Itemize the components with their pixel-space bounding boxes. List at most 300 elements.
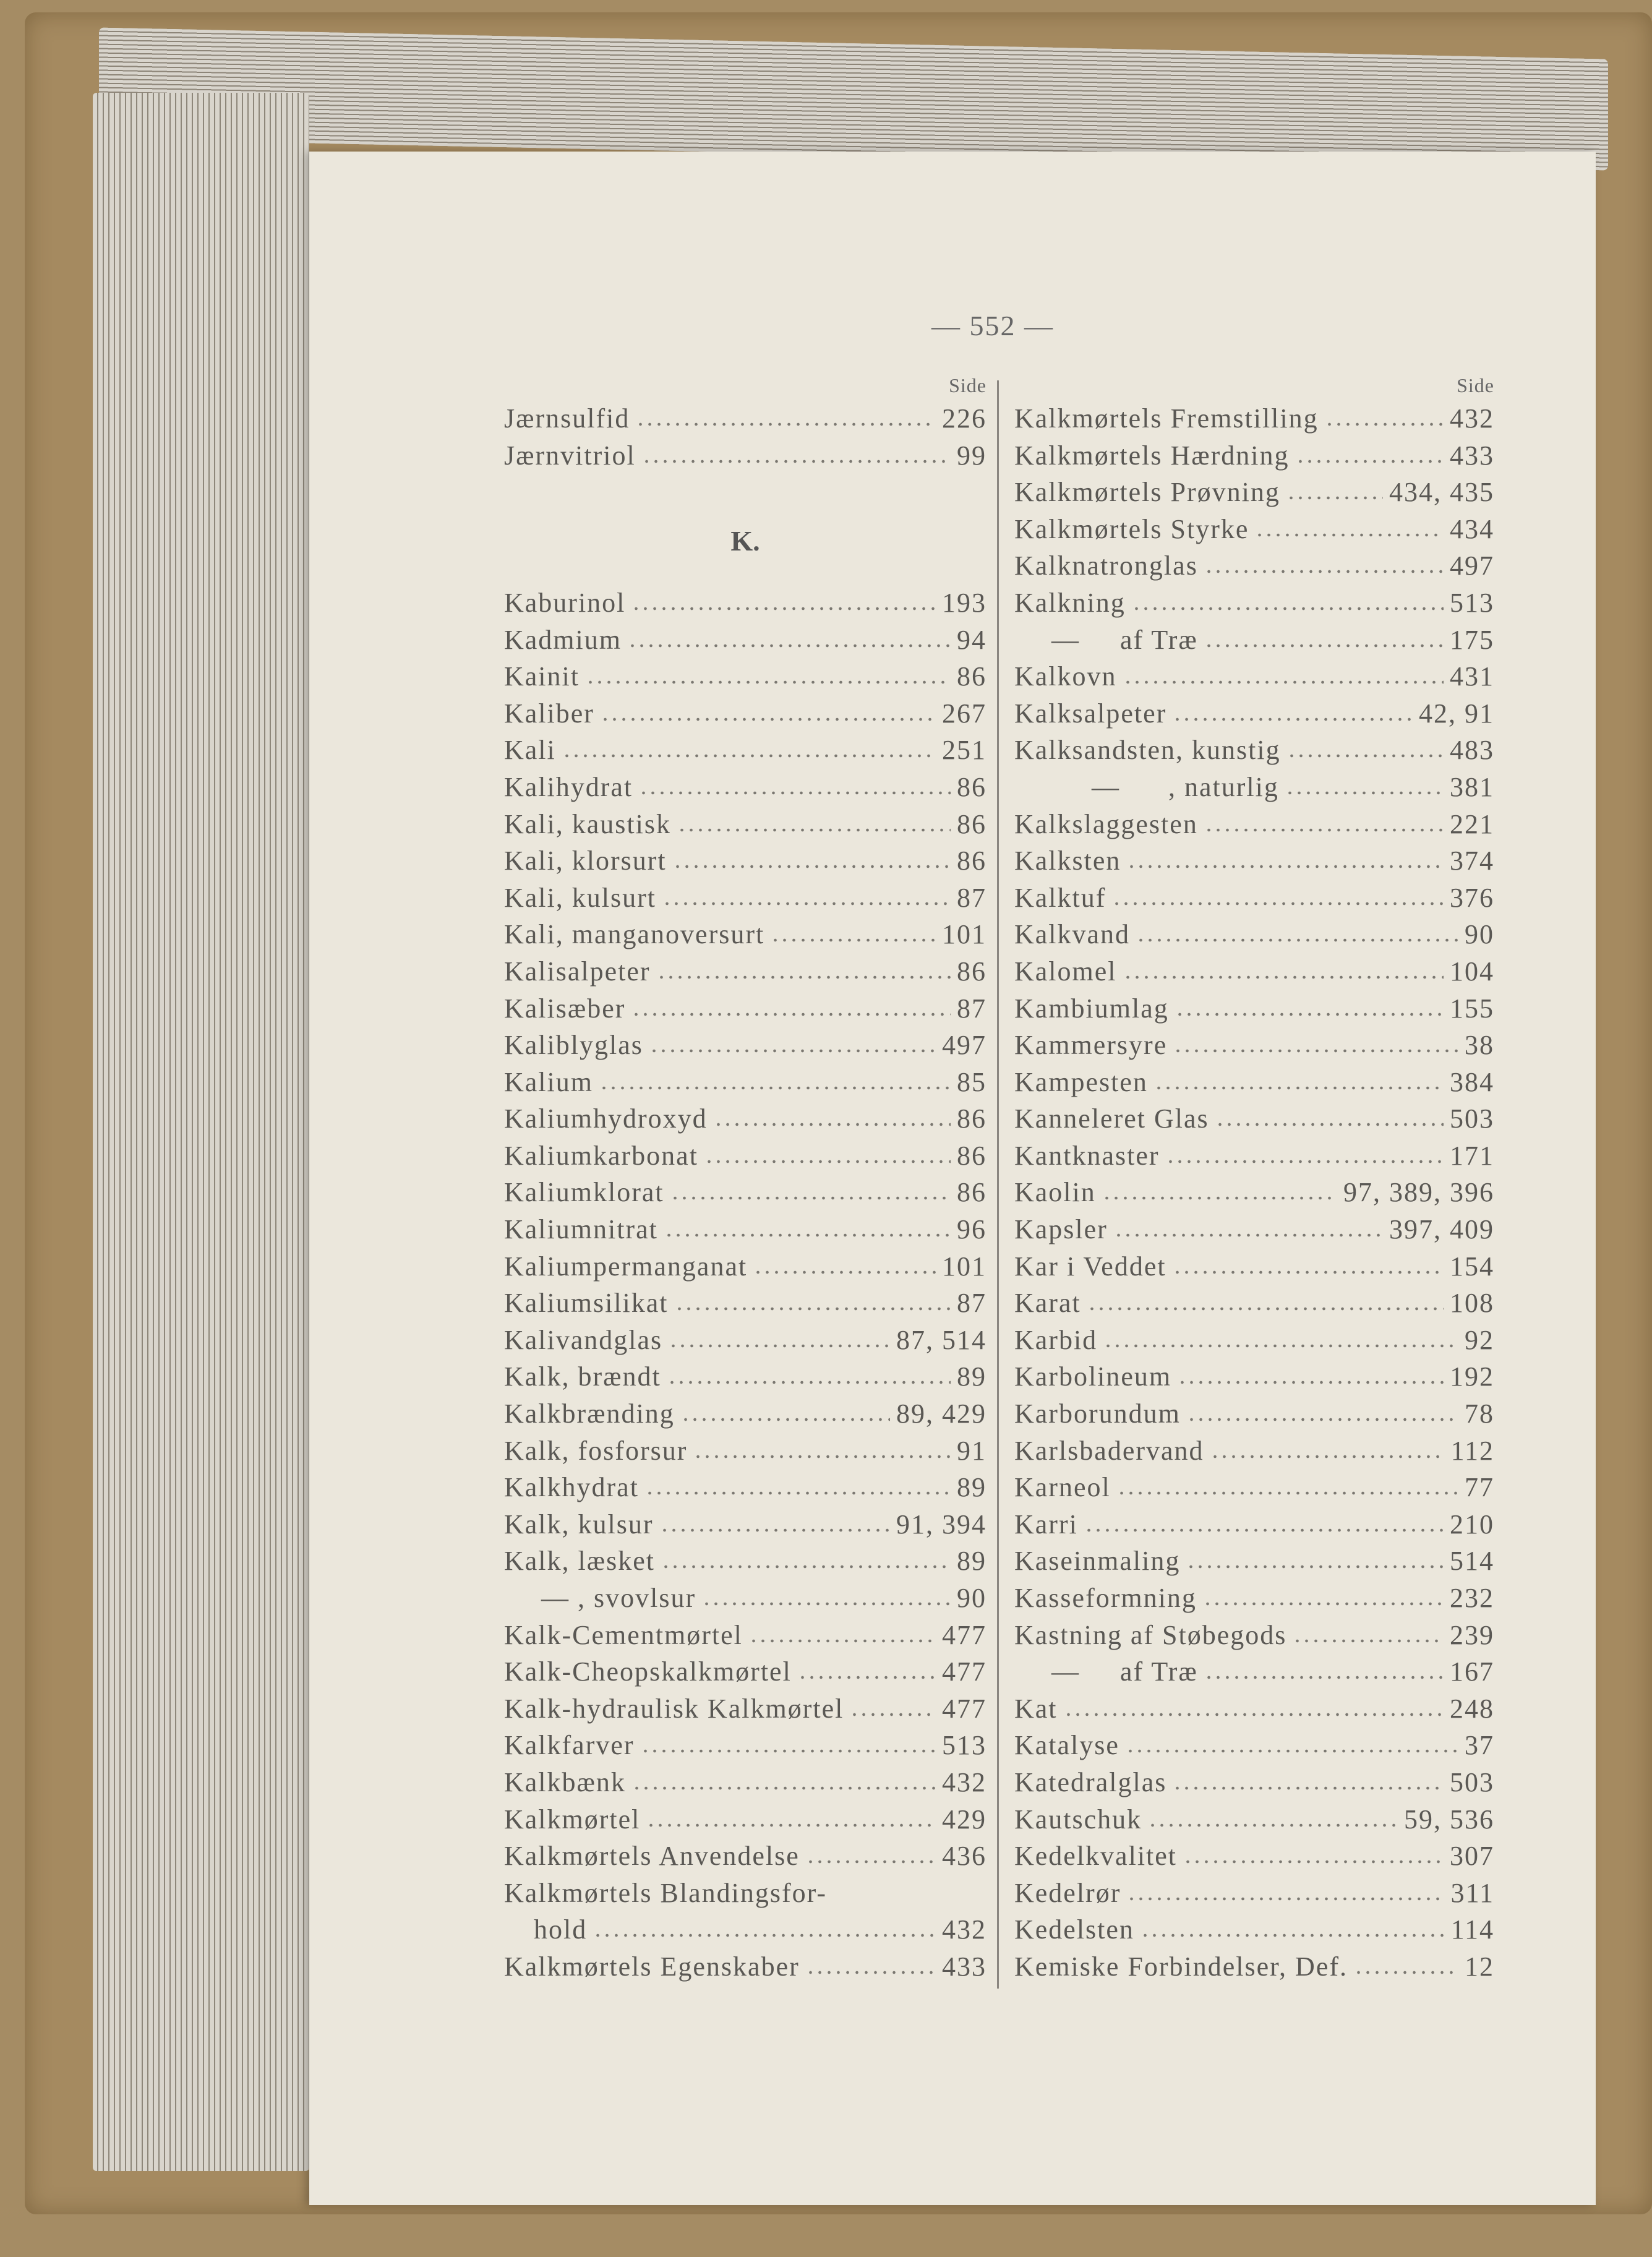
dot-leader — [641, 1748, 936, 1754]
entry-page: 384 — [1450, 1066, 1494, 1097]
entry-term: Kali — [504, 735, 556, 766]
entries-k-left — [504, 587, 986, 1988]
entry-term: Kali, klorsurt — [504, 846, 667, 876]
dot-leader — [631, 606, 936, 612]
dot-leader — [1354, 1969, 1458, 1976]
entry-page: 87 — [957, 993, 986, 1024]
entry-page: 108 — [1450, 1288, 1494, 1319]
entry-page: 90 — [957, 1583, 986, 1614]
dot-leader — [1148, 1822, 1398, 1828]
entry-term: Karneol — [1014, 1472, 1111, 1503]
entry-term: Kalkmørtels Styrke — [1014, 513, 1249, 544]
dot-leader — [669, 1343, 890, 1349]
entry-term: Kadmium — [504, 624, 622, 655]
entry-term: Kalksten — [1014, 846, 1121, 876]
section-heading-k: K. — [730, 525, 760, 557]
entry-page: 97, 389, 396 — [1343, 1177, 1494, 1208]
side-header: Side — [949, 374, 986, 396]
index-entry — [504, 1545, 986, 1582]
entry-term: Kalivandglas — [504, 1324, 663, 1355]
index-entry — [504, 1140, 986, 1177]
entry-page: 267 — [942, 698, 986, 729]
dot-leader — [675, 1306, 951, 1312]
entry-page: 94 — [957, 624, 986, 655]
index-entry — [1014, 1324, 1494, 1361]
index-entry — [1014, 771, 1494, 808]
entry-page: 86 — [957, 771, 986, 802]
index-entry — [504, 1914, 986, 1951]
entry-term: Kali, manganoversurt — [504, 919, 765, 950]
entry-term: Kaliumsilikat — [504, 1288, 669, 1319]
index-entry — [504, 1693, 986, 1730]
dot-leader — [1102, 1195, 1337, 1201]
entry-page: 311 — [1450, 1877, 1494, 1908]
dot-leader — [1287, 753, 1444, 759]
entry-page: 175 — [1450, 624, 1494, 655]
dot-leader — [1204, 827, 1444, 833]
dot-leader — [1183, 1859, 1444, 1865]
dot-leader — [714, 1121, 951, 1128]
dot-leader — [631, 1011, 951, 1017]
dot-leader — [1296, 458, 1444, 465]
index-entry — [504, 1287, 986, 1324]
dot-leader — [628, 643, 951, 649]
entry-page: 90 — [1465, 919, 1494, 950]
entry-page: 477 — [942, 1693, 986, 1724]
entry-term: Kalium — [504, 1066, 593, 1097]
entry-term: Kalk-hydraulisk Kalkmørtel — [504, 1693, 844, 1724]
entry-page: 497 — [1450, 550, 1494, 581]
dot-leader — [1154, 1085, 1444, 1091]
dot-leader — [1173, 1048, 1458, 1054]
index-entry — [1014, 1840, 1494, 1877]
dot-leader — [1175, 1011, 1444, 1017]
index-entry — [1014, 808, 1494, 846]
index-entry — [504, 1214, 986, 1251]
index-entry — [1014, 1582, 1494, 1619]
dot-leader — [1117, 1490, 1458, 1496]
entries-k-right — [1014, 403, 1494, 1988]
entry-term: Kalktuf — [1014, 882, 1106, 913]
entry-page: 497 — [942, 1030, 986, 1061]
index-entry — [1014, 1951, 1494, 1988]
index-entry — [1014, 1545, 1494, 1582]
entry-page: 239 — [1450, 1619, 1494, 1650]
index-entry — [1014, 1251, 1494, 1288]
dot-leader — [1173, 1785, 1444, 1791]
entry-page: 433 — [1450, 440, 1494, 471]
index-entry — [504, 808, 986, 846]
entry-page: 155 — [1450, 993, 1494, 1024]
dot-leader — [586, 679, 951, 685]
entry-term: Kalkmørtels Blandingsfor- — [504, 1877, 828, 1908]
entry-term: Kapsler — [1014, 1214, 1108, 1245]
dot-leader — [1215, 1121, 1444, 1128]
entry-page: 483 — [1450, 735, 1494, 766]
entry-page: 307 — [1450, 1841, 1494, 1872]
dot-leader — [599, 1085, 951, 1091]
entry-term: Kalkvand — [1014, 919, 1131, 950]
entry-term: Kalkfarver — [504, 1730, 635, 1761]
entry-term: Kat — [1014, 1693, 1058, 1724]
entry-term: Kampesten — [1014, 1066, 1148, 1097]
entry-page: 101 — [942, 1251, 986, 1282]
entry-term: Kalkbrænding — [504, 1398, 675, 1429]
index-entry — [504, 661, 986, 698]
index-entry — [1014, 1066, 1494, 1103]
index-entry — [1014, 1656, 1494, 1693]
entry-term: Karlsbadervand — [1014, 1435, 1204, 1466]
index-entry — [504, 1361, 986, 1398]
entry-page: 12 — [1465, 1951, 1494, 1982]
entry-page: 431 — [1450, 661, 1494, 692]
dot-leader — [1103, 1343, 1458, 1349]
entry-page: 86 — [957, 1177, 986, 1208]
entry-term: Kalkmørtels Fremstilling — [1014, 403, 1319, 434]
column-divider — [997, 380, 999, 1989]
index-entry — [504, 1251, 986, 1288]
dot-leader — [1166, 1158, 1444, 1165]
entry-page: 59, 536 — [1404, 1804, 1494, 1835]
entry-term: Kalk, brændt — [504, 1361, 661, 1392]
entry-term: Kasseformning — [1014, 1583, 1197, 1613]
entry-term: Kalk, kulsur — [504, 1509, 654, 1540]
entry-page: 432 — [1450, 403, 1494, 434]
dot-leader — [636, 421, 936, 427]
dot-leader — [670, 1195, 951, 1201]
entry-page: 92 — [1465, 1324, 1494, 1355]
entry-page: 85 — [957, 1066, 986, 1097]
entry-term: Kaliumhydroxyd — [504, 1103, 708, 1134]
dot-leader — [649, 1048, 936, 1054]
entry-page: 37 — [1465, 1730, 1494, 1761]
entry-term: Kalisæber — [504, 993, 626, 1024]
index-entry — [504, 1029, 986, 1066]
entry-page: 86 — [957, 1103, 986, 1134]
index-entry — [1014, 1029, 1494, 1066]
dot-leader — [1132, 606, 1444, 612]
index-entry — [1014, 1176, 1494, 1214]
entry-page: 513 — [942, 1730, 986, 1761]
dot-leader — [1136, 937, 1458, 943]
index-entry — [1014, 1729, 1494, 1767]
entry-term: — af Træ — [1051, 624, 1198, 655]
dot-leader — [593, 1932, 936, 1938]
index-column-left — [504, 374, 986, 1988]
entry-page: 171 — [1450, 1140, 1494, 1171]
entry-term: Kalomel — [1014, 956, 1117, 987]
index-entry — [504, 919, 986, 956]
entry-page: 99 — [957, 440, 986, 471]
dot-leader — [1293, 1638, 1444, 1644]
dot-leader — [1187, 1416, 1458, 1423]
index-entry — [1014, 1398, 1494, 1435]
dot-leader — [1204, 643, 1444, 649]
entry-page: 192 — [1450, 1361, 1494, 1392]
entry-page: 436 — [942, 1841, 986, 1872]
entry-page: 89, 429 — [896, 1398, 986, 1429]
entry-term: Katedralglas — [1014, 1767, 1167, 1797]
dot-leader — [1123, 974, 1444, 980]
entry-page: 477 — [942, 1619, 986, 1650]
index-entry — [504, 1324, 986, 1361]
entry-page: 248 — [1450, 1693, 1494, 1724]
entry-term: Kalkbænk — [504, 1767, 626, 1797]
entry-page: 38 — [1465, 1030, 1494, 1061]
entry-page: 251 — [942, 735, 986, 766]
index-entry — [1014, 1619, 1494, 1656]
entry-page: 376 — [1450, 882, 1494, 913]
entry-term: Kalkhydrat — [504, 1472, 639, 1503]
entry-page: 86 — [957, 1140, 986, 1171]
index-entry — [504, 734, 986, 771]
entry-page: 96 — [957, 1214, 986, 1245]
entry-page: 167 — [1450, 1656, 1494, 1687]
index-entry — [504, 698, 986, 735]
entry-term: Kaliumklorat — [504, 1177, 664, 1208]
entry-page: 101 — [942, 919, 986, 950]
entry-term: Kali, kulsurt — [504, 882, 656, 913]
entry-term: Kar i Veddet — [1014, 1251, 1166, 1282]
dot-leader — [681, 1416, 890, 1423]
entry-term: Kalkmørtels Anvendelse — [504, 1841, 800, 1872]
entry-page: 89 — [957, 1546, 986, 1577]
entry-page: 433 — [942, 1951, 986, 1982]
entry-page: 381 — [1450, 771, 1494, 802]
dot-leader — [601, 716, 936, 722]
dot-leader — [1285, 790, 1444, 796]
entry-page: 104 — [1450, 956, 1494, 987]
index-entry — [1014, 661, 1494, 698]
index-entry — [504, 624, 986, 661]
entry-term: Kedelsten — [1014, 1914, 1134, 1945]
dot-leader — [1084, 1527, 1444, 1533]
dot-leader — [677, 827, 951, 833]
entry-page: 86 — [957, 808, 986, 839]
index-entry — [504, 1066, 986, 1103]
entry-term: Kaseinmaling — [1014, 1546, 1181, 1577]
dot-leader — [1123, 679, 1444, 685]
entry-term: Kalkmørtels Hærdning — [1014, 440, 1290, 471]
dot-leader — [1203, 1601, 1444, 1607]
dot-leader — [753, 1269, 936, 1275]
entry-page: 193 — [942, 587, 986, 618]
entry-page: 91 — [957, 1435, 986, 1466]
entry-page: 226 — [942, 403, 986, 434]
index-entry — [504, 403, 986, 440]
dot-leader — [1255, 532, 1444, 538]
index-entry — [1014, 1509, 1494, 1546]
index-entry — [1014, 919, 1494, 956]
entry-term: Kedelkvalitet — [1014, 1841, 1178, 1872]
index-entry — [1014, 1767, 1494, 1804]
dot-leader — [1127, 863, 1444, 870]
dot-leader — [1127, 1896, 1444, 1902]
entry-term: Kambiumlag — [1014, 993, 1169, 1024]
dot-leader — [657, 974, 951, 980]
entry-term: Kantknaster — [1014, 1140, 1160, 1171]
entry-term: Jærnvitriol — [504, 440, 636, 471]
index-column-right — [1014, 374, 1494, 1988]
entry-page: 374 — [1450, 846, 1494, 876]
dot-leader — [693, 1454, 951, 1460]
index-entry — [504, 1471, 986, 1509]
entry-page: 513 — [1450, 587, 1494, 618]
index-entry — [504, 1582, 986, 1619]
entry-term: Karborundum — [1014, 1398, 1181, 1429]
index-entry — [504, 771, 986, 808]
entry-term: Kalkovn — [1014, 661, 1117, 692]
index-entry — [504, 1398, 986, 1435]
dot-leader — [702, 1601, 951, 1607]
dot-leader — [664, 1232, 951, 1238]
entry-page: 89 — [957, 1472, 986, 1503]
entry-term: Kaliblyglas — [504, 1030, 643, 1061]
entry-term: Karri — [1014, 1509, 1078, 1540]
entry-page: 514 — [1450, 1546, 1494, 1577]
index-entry — [1014, 1693, 1494, 1730]
entry-term: Jærnsulfid — [504, 403, 630, 434]
dot-leader — [1141, 1932, 1445, 1938]
entry-term: hold — [534, 1914, 588, 1945]
dot-leader — [639, 790, 951, 796]
index-entry — [504, 1729, 986, 1767]
index-entry — [1014, 956, 1494, 993]
entry-page: 114 — [1450, 1914, 1494, 1945]
dot-leader — [667, 1379, 951, 1385]
index-entry — [1014, 1287, 1494, 1324]
entry-term: Kalk, læsket — [504, 1546, 655, 1577]
entry-page: 86 — [957, 956, 986, 987]
entry-term: Kalk-Cementmørtel — [504, 1619, 743, 1650]
dot-leader — [1204, 568, 1444, 575]
entry-term: Kaolin — [1014, 1177, 1096, 1208]
entry-term: Kemiske Forbindelser, Def. — [1014, 1951, 1348, 1982]
entry-term: Karbid — [1014, 1324, 1098, 1355]
entry-page: 87 — [957, 882, 986, 913]
dot-leader — [1112, 901, 1444, 907]
index-entry — [1014, 882, 1494, 919]
entry-term: Kalknatronglas — [1014, 550, 1198, 581]
dot-leader — [661, 1564, 951, 1570]
dot-leader — [1186, 1564, 1444, 1570]
index-entry — [504, 1619, 986, 1656]
dot-leader — [673, 863, 951, 870]
entry-page: 397, 409 — [1389, 1214, 1494, 1245]
page-edges-left — [93, 93, 309, 2171]
index-entry — [1014, 1361, 1494, 1398]
dot-leader — [662, 901, 951, 907]
index-entry — [504, 1435, 986, 1472]
index-entry — [1014, 1914, 1494, 1951]
dot-leader — [850, 1711, 936, 1718]
index-entry — [1014, 734, 1494, 771]
entry-page: 86 — [957, 846, 986, 876]
index-entry — [1014, 1804, 1494, 1841]
index-entry — [504, 1176, 986, 1214]
index-entry — [1014, 1140, 1494, 1177]
index-entry — [504, 956, 986, 993]
entry-page: 503 — [1450, 1767, 1494, 1797]
entry-term: Kalkning — [1014, 587, 1126, 618]
dot-leader — [646, 1822, 936, 1828]
index-entry — [1014, 1877, 1494, 1914]
entry-page: 86 — [957, 661, 986, 692]
dot-leader — [1173, 716, 1413, 722]
side-header: Side — [1457, 374, 1494, 396]
entry-term: Kastning af Støbegods — [1014, 1619, 1287, 1650]
dot-leader — [798, 1674, 936, 1681]
entry-page: 434 — [1450, 513, 1494, 544]
dot-leader — [645, 1490, 951, 1496]
entry-term: Kalk, fosforsur — [504, 1435, 688, 1466]
entry-term: Kaliumnitrat — [504, 1214, 658, 1245]
entry-term: Kalksalpeter — [1014, 698, 1167, 729]
entry-page: 477 — [942, 1656, 986, 1687]
entry-term: Kalkmørtel — [504, 1804, 641, 1835]
entry-page: 232 — [1450, 1583, 1494, 1613]
dot-leader — [1286, 495, 1383, 501]
index-entry — [504, 1509, 986, 1546]
index-entry — [504, 845, 986, 882]
entry-term: Kalisalpeter — [504, 956, 651, 987]
entry-page: 89 — [957, 1361, 986, 1392]
dot-leader — [632, 1785, 936, 1791]
entry-page: 77 — [1465, 1472, 1494, 1503]
entry-term: Karbolineum — [1014, 1361, 1172, 1392]
entry-term: Kaliber — [504, 698, 594, 729]
index-entry — [1014, 1471, 1494, 1509]
index-entry — [1014, 550, 1494, 587]
dot-leader — [660, 1527, 890, 1533]
entry-page: 434, 435 — [1389, 477, 1494, 508]
entry-page: 221 — [1450, 808, 1494, 839]
entry-page: 78 — [1465, 1398, 1494, 1429]
entry-term: Kalkmørtels Egenskaber — [504, 1951, 800, 1982]
entry-term: Kammersyre — [1014, 1030, 1168, 1061]
index-entry — [1014, 698, 1494, 735]
entry-term: Kaburinol — [504, 587, 626, 618]
entry-term: Kanneleret Glas — [1014, 1103, 1209, 1134]
index-entry — [1014, 440, 1494, 477]
dot-leader — [1064, 1711, 1444, 1718]
index-entry — [504, 1877, 986, 1914]
entry-term: Katalyse — [1014, 1730, 1119, 1761]
dot-leader — [771, 937, 936, 943]
index-entry — [504, 1103, 986, 1140]
entry-term: — , svovlsur — [541, 1583, 696, 1614]
dot-leader — [1210, 1454, 1445, 1460]
dot-leader — [1178, 1379, 1444, 1385]
entry-page: 432 — [942, 1914, 986, 1945]
index-entry — [1014, 1214, 1494, 1251]
entry-term: Kalihydrat — [504, 771, 633, 802]
index-entry — [1014, 476, 1494, 513]
entry-page: 429 — [942, 1804, 986, 1835]
entry-page: 210 — [1450, 1509, 1494, 1540]
dot-leader — [749, 1638, 936, 1644]
dot-leader — [1126, 1748, 1458, 1754]
dot-leader — [1114, 1232, 1383, 1238]
entry-term: Kaliumpermanganat — [504, 1251, 748, 1282]
dot-leader — [1325, 421, 1444, 427]
entries-before-heading — [504, 403, 986, 476]
dot-leader — [806, 1969, 936, 1976]
entry-page: 42, 91 — [1419, 698, 1494, 729]
entry-term: Kaliumkarbonat — [504, 1140, 698, 1171]
entry-term: Kalk-Cheopskalkmørtel — [504, 1656, 792, 1687]
dot-leader — [704, 1158, 951, 1165]
